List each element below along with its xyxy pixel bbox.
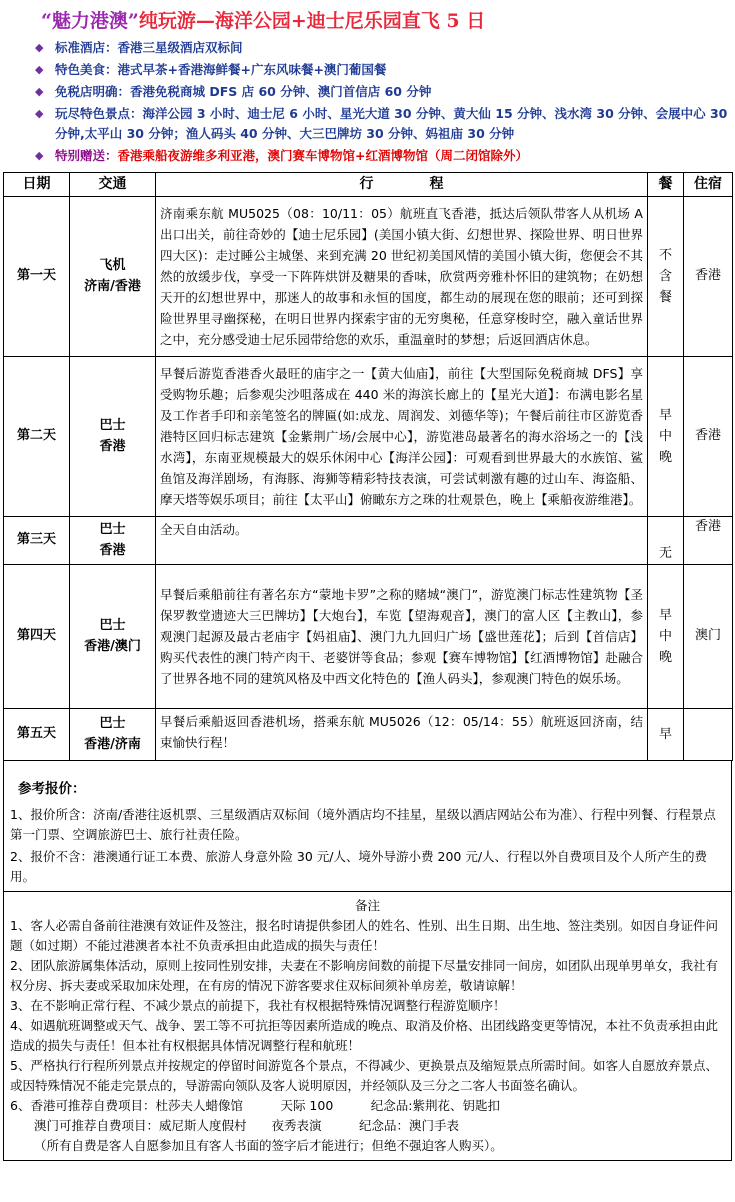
highlights-list <box>35 38 732 166</box>
highlight-item: ◆ 免税店明确：香港免税商城 DFS 店 60 分钟、澳门首信店 60 分钟 <box>35 82 732 102</box>
pricing-heading: 参考报价： <box>18 781 86 797</box>
transport-cell: 巴士 香港/济南 <box>70 709 156 761</box>
table-row <box>4 565 733 709</box>
note-item: 3、在不影响正常行程、不减少景点的前提下，我社有权根据特殊情况调整行程游览顺序！ <box>10 998 506 1013</box>
table-row <box>4 517 733 565</box>
diamond-bullet-icon: ◆ <box>35 41 44 54</box>
transport-cell: 巴士 香港 <box>70 357 156 517</box>
highlight-item: ◆ 标准酒店：香港三星级酒店双标间 <box>35 38 732 58</box>
meal-cell: 不 含 餐 <box>648 197 684 357</box>
table-row <box>4 357 733 517</box>
diamond-bullet-icon: ◆ <box>35 107 44 120</box>
diamond-bullet-icon: ◆ <box>35 149 44 162</box>
note-item: 澳门可推荐自费项目：威尼斯人度假村 夜秀表演 纪念品：澳门手表 <box>34 1118 460 1133</box>
meal-cell: 早 中 晚 <box>648 565 684 709</box>
note-item: （所有自费是客人自愿参加且有客人书面的签字后才能进行；但绝不强迫客人购买）。 <box>34 1138 503 1153</box>
stay-cell: 香港 <box>684 197 733 357</box>
stay-cell: 香港 <box>684 517 733 565</box>
note-item: 6、香港可推荐自费项目：杜莎夫人蜡像馆 天际 100 纪念品:紫荆花、钥匙扣 <box>10 1098 500 1113</box>
header-stay: 住宿 <box>684 173 733 197</box>
meal-cell: 早 中 晚 <box>648 357 684 517</box>
itinerary-cell: 早餐后乘船返回香港机场，搭乘东航 MU5026（12：05/14：55）航班返回济南，结束愉快行程！ <box>156 709 648 761</box>
highlight-item: ◆ 特别赠送：香港乘船夜游维多利亚港，澳门赛车博物馆+红酒博物馆（周二闭馆除外） <box>35 146 732 166</box>
highlight-item: ◆ 特色美食：港式早茶+香港海鲜餐+广东风味餐+澳门葡国餐 <box>35 60 732 80</box>
pricing-excluded: 2、报价不含：港澳通行证工本费、旅游人身意外险 30 元/人、境外导游小费 200 元/人、行程以外自费项目及个人所产生的费用。 <box>10 849 708 884</box>
stay-cell <box>684 709 733 761</box>
title-rest: 纯玩游—海洋公园+迪士尼乐园直飞 5 日 <box>138 10 486 32</box>
stay-cell: 澳门 <box>684 565 733 709</box>
header-meal: 餐 <box>648 173 684 197</box>
transport-cell: 巴士 香港 <box>70 517 156 565</box>
note-item: 5、严格执行行程所列景点并按规定的停留时间游览各个景点，不得减少、更换景点及缩短景点所需时间。如客人自愿放弃景点、或因特殊情况不能走完景点的，导游需向领队及客人说明原因，并经领队及三分之二客人书面签名确认。 <box>10 1058 718 1093</box>
header-day: 日期 <box>4 173 70 197</box>
meal-cell: 早 <box>648 709 684 761</box>
itinerary-table <box>3 172 733 761</box>
notes-section <box>3 892 732 1161</box>
day-cell: 第一天 <box>4 197 70 357</box>
note-item: 2、团队旅游属集体活动，原则上按同性别安排，夫妻在不影响房间数的前提下尽量安排同一间房，如团队出现单男单女，我社有权分房、拆夫妻或采取加床处理，在有房的情况下游客要求住双标间须补单房差，敬请谅解！ <box>10 958 718 993</box>
day-cell: 第二天 <box>4 357 70 517</box>
transport-cell: 飞机 济南/香港 <box>70 197 156 357</box>
notes-heading: 备注 <box>354 898 380 913</box>
pricing-section <box>3 761 732 892</box>
itinerary-cell: 全天自由活动。 <box>156 517 648 565</box>
pricing-included: 1、报价所含：济南/香港往返机票、三星级酒店双标间（境外酒店均不挂星，星级以酒店网站公布为准）、行程中列餐、行程景点第一门票、空调旅游巴士、旅行社责任险。 <box>10 807 716 842</box>
day-cell: 第三天 <box>4 517 70 565</box>
header-transport: 交通 <box>70 173 156 197</box>
highlight-item: ◆ 玩尽特色景点：海洋公园 3 小时、迪士尼 6 小时、星光大道 30 分钟、黄大仙 15 分钟、浅水湾 30 分钟、会展中心 30 分钟,太平山 30 分钟；渔人码头 40 分钟、大三巴牌坊 30 分钟、妈祖庙 30 分钟 <box>35 104 732 144</box>
table-row <box>4 197 733 357</box>
note-item: 4、如遇航班调整或天气、战争、罢工等不可抗拒等因素所造成的晚点、取消及价格、出团线路变更等情况，本社不负责承担由此造成的损失与责任！但本社有权根据具体情况调整行程和航班！ <box>10 1018 718 1053</box>
title-quote: “魅力港澳” <box>41 10 139 32</box>
table-header-row <box>4 173 733 197</box>
header-itinerary: 行 程 <box>156 173 648 197</box>
diamond-bullet-icon: ◆ <box>35 63 44 76</box>
diamond-bullet-icon: ◆ <box>35 85 44 98</box>
page-title <box>3 6 732 36</box>
transport-cell: 巴士 香港/澳门 <box>70 565 156 709</box>
meal-cell: 无 <box>648 517 684 565</box>
day-cell: 第四天 <box>4 565 70 709</box>
stay-cell: 香港 <box>684 357 733 517</box>
itinerary-cell: 济南乘东航 MU5025（08：10/11：05）航班直飞香港，抵达后领队带客人从机场 A 出口出关，前往奇妙的【迪士尼乐园】(美国小镇大街、幻想世界、探险世界、明日世界四大区)：走过睡公主城堡、来到充满 20 世纪初美国风情的美国小镇大街，您便会不其然的放缓步伐，享受一下阵阵烘饼及糖果的香味，欣赏两旁雅朴怀旧的建筑物；在奶想天开的幻想世界中，那迷人的故事和永恒的国度，都生动的展现在您的眼前；还可到探险世界里寻幽探秘，在明日世界内探索宇宙的无穷奥秘，任意穿梭时空，融入童话世界之中，充分感受迪士尼乐园带给您的欢乐，重温童时的梦想；后返回酒店休息。 <box>156 197 648 357</box>
itinerary-cell: 早餐后乘船前往有著名东方“蒙地卡罗”之称的赌城“澳门”，游览澳门标志性建筑物【圣保罗教堂遗迹大三巴牌坊】【大炮台】，车览【望海观音】，澳门的富人区【主教山】，参观澳门起源及最古老庙宇【妈祖庙】、澳门九九回归广场【盛世莲花】；后到【首信店】购买代表性的澳门特产肉干、老婆饼等食品；参观【赛车博物馆】【红酒博物馆】赴融合了世界各地不同的建筑风格及中西文化特色的【渔人码头】，参观澳门特色的娱乐场。 <box>156 565 648 709</box>
table-row <box>4 709 733 761</box>
itinerary-cell: 早餐后游览香港香火最旺的庙宇之一【黄大仙庙】，前往【大型国际免税商城 DFS】享受购物乐趣；后参观尖沙咀落成在 440 米的海滨长廊上的【星光大道】：布满电影名星及工作者手印和亲笔签名的牌匾(如:成龙、周润发、刘德华等)；午餐后前往市区游览香港特区回归标志建筑【金紫荆广场/会展中心】，游览港岛最著名的海水浴场之一的【浅水湾】，东南亚规模最大的娱乐休闲中心【海洋公园】：可观看到世界最大的水族馆、鲨鱼馆及海洋剧场，有海豚、海狮等精彩特技表演，可尝试刺激有趣的过山车、海盗船、摩天塔等娱乐项目；前往【太平山】俯瞰东方之珠的壮观景色，晚上【乘船夜游维港】。 <box>156 357 648 517</box>
day-cell: 第五天 <box>4 709 70 761</box>
note-item: 1、客人必需自备前往港澳有效证件及签注，报名时请提供参团人的姓名、性别、出生日期、出生地、签注类别。如因自身证件问题（如过期）不能过港澳者本社不负责承担由此造成的损失与责任！ <box>10 918 718 953</box>
